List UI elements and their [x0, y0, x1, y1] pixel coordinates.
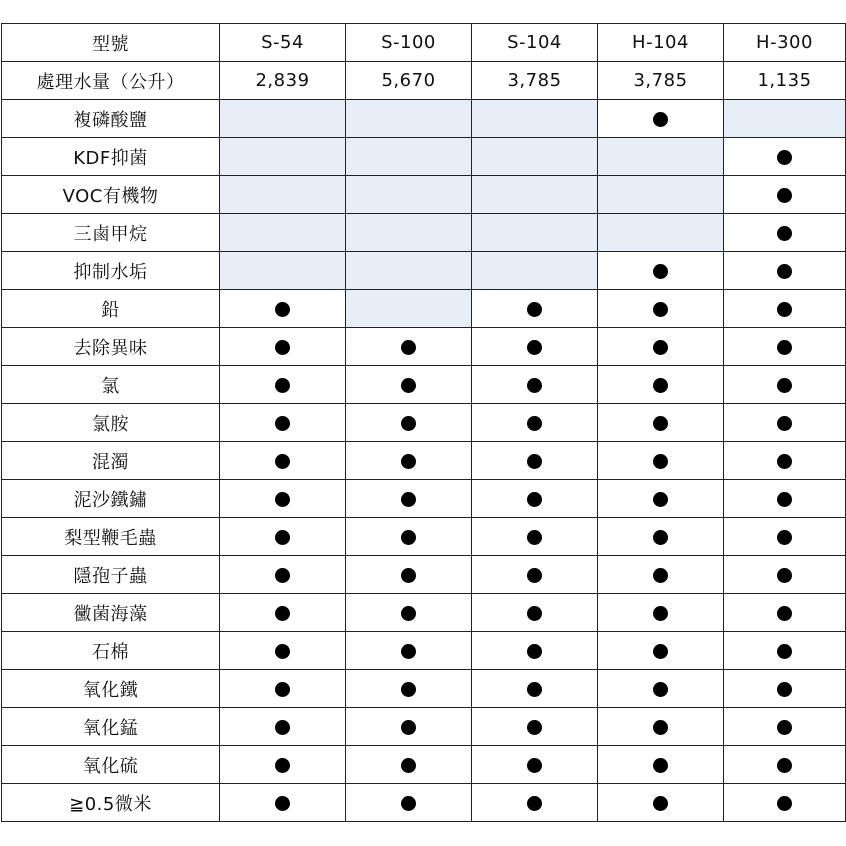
- supported-cell: [724, 480, 846, 518]
- filled-circle-icon: [653, 758, 668, 773]
- feature-label: ≧0.5微米: [2, 784, 220, 822]
- feature-row: [2, 138, 846, 176]
- filled-circle-icon: [527, 720, 542, 735]
- supported-cell: [598, 100, 724, 138]
- filled-circle-icon: [653, 416, 668, 431]
- feature-label: 鉛: [2, 290, 220, 328]
- filled-circle-icon: [527, 492, 542, 507]
- feature-row: [2, 784, 846, 822]
- filled-circle-icon: [777, 492, 792, 507]
- supported-cell: [472, 784, 598, 822]
- model-name-s104: S-104: [472, 24, 598, 62]
- filled-circle-icon: [527, 302, 542, 317]
- feature-label: 抑制水垢: [2, 252, 220, 290]
- filled-circle-icon: [653, 796, 668, 811]
- feature-label: 梨型鞭毛蟲: [2, 518, 220, 556]
- supported-cell: [472, 366, 598, 404]
- capacity-value: 3,785: [472, 62, 598, 100]
- unsupported-cell: [220, 176, 346, 214]
- supported-cell: [724, 708, 846, 746]
- filled-circle-icon: [275, 606, 290, 621]
- filled-circle-icon: [527, 378, 542, 393]
- filled-circle-icon: [275, 758, 290, 773]
- supported-cell: [724, 784, 846, 822]
- filled-circle-icon: [653, 682, 668, 697]
- filled-circle-icon: [275, 302, 290, 317]
- filled-circle-icon: [653, 378, 668, 393]
- supported-cell: [472, 746, 598, 784]
- filled-circle-icon: [653, 720, 668, 735]
- filled-circle-icon: [275, 530, 290, 545]
- supported-cell: [598, 480, 724, 518]
- filled-circle-icon: [777, 758, 792, 773]
- filled-circle-icon: [401, 340, 416, 355]
- filled-circle-icon: [653, 492, 668, 507]
- feature-label: 泥沙鐵鏽: [2, 480, 220, 518]
- filled-circle-icon: [401, 530, 416, 545]
- filled-circle-icon: [527, 758, 542, 773]
- filled-circle-icon: [777, 530, 792, 545]
- supported-cell: [598, 442, 724, 480]
- supported-cell: [346, 366, 472, 404]
- filled-circle-icon: [275, 682, 290, 697]
- supported-cell: [346, 480, 472, 518]
- supported-cell: [220, 442, 346, 480]
- filled-circle-icon: [653, 340, 668, 355]
- supported-cell: [724, 404, 846, 442]
- unsupported-cell: [346, 214, 472, 252]
- filled-circle-icon: [527, 796, 542, 811]
- feature-label: 隱孢子蟲: [2, 556, 220, 594]
- capacity-value: 3,785: [598, 62, 724, 100]
- filled-circle-icon: [275, 568, 290, 583]
- filled-circle-icon: [653, 302, 668, 317]
- supported-cell: [724, 366, 846, 404]
- supported-cell: [220, 746, 346, 784]
- feature-row: [2, 214, 846, 252]
- supported-cell: [724, 632, 846, 670]
- capacity-label: 處理水量（公升）: [2, 62, 220, 100]
- supported-cell: [598, 404, 724, 442]
- feature-row: [2, 518, 846, 556]
- supported-cell: [220, 670, 346, 708]
- supported-cell: [724, 252, 846, 290]
- supported-cell: [598, 252, 724, 290]
- filled-circle-icon: [777, 340, 792, 355]
- filled-circle-icon: [527, 530, 542, 545]
- supported-cell: [598, 518, 724, 556]
- unsupported-cell: [220, 214, 346, 252]
- supported-cell: [220, 708, 346, 746]
- filled-circle-icon: [401, 416, 416, 431]
- supported-cell: [220, 594, 346, 632]
- unsupported-cell: [346, 176, 472, 214]
- capacity-value: 5,670: [346, 62, 472, 100]
- header-row: [2, 24, 846, 62]
- filled-circle-icon: [527, 682, 542, 697]
- filled-circle-icon: [401, 682, 416, 697]
- feature-row: [2, 328, 846, 366]
- filled-circle-icon: [527, 416, 542, 431]
- filled-circle-icon: [401, 378, 416, 393]
- feature-row: [2, 366, 846, 404]
- feature-row: [2, 556, 846, 594]
- unsupported-cell: [724, 100, 846, 138]
- filled-circle-icon: [777, 188, 792, 203]
- filled-circle-icon: [527, 606, 542, 621]
- filled-circle-icon: [653, 264, 668, 279]
- supported-cell: [598, 328, 724, 366]
- unsupported-cell: [598, 176, 724, 214]
- supported-cell: [724, 746, 846, 784]
- feature-label: 石棉: [2, 632, 220, 670]
- filled-circle-icon: [777, 264, 792, 279]
- filled-circle-icon: [527, 568, 542, 583]
- unsupported-cell: [472, 100, 598, 138]
- supported-cell: [724, 138, 846, 176]
- supported-cell: [724, 328, 846, 366]
- supported-cell: [724, 670, 846, 708]
- supported-cell: [724, 594, 846, 632]
- supported-cell: [472, 480, 598, 518]
- model-name-s100: S-100: [346, 24, 472, 62]
- feature-label: 氯: [2, 366, 220, 404]
- feature-label: 氧化鐵: [2, 670, 220, 708]
- supported-cell: [472, 632, 598, 670]
- feature-label: 氧化硫: [2, 746, 220, 784]
- unsupported-cell: [220, 100, 346, 138]
- supported-cell: [220, 518, 346, 556]
- filled-circle-icon: [653, 606, 668, 621]
- filled-circle-icon: [527, 340, 542, 355]
- filled-circle-icon: [401, 492, 416, 507]
- filled-circle-icon: [401, 796, 416, 811]
- supported-cell: [598, 784, 724, 822]
- supported-cell: [220, 556, 346, 594]
- supported-cell: [472, 670, 598, 708]
- filled-circle-icon: [653, 112, 668, 127]
- supported-cell: [346, 632, 472, 670]
- supported-cell: [724, 214, 846, 252]
- supported-cell: [472, 290, 598, 328]
- model-header-label: 型號: [2, 24, 220, 62]
- unsupported-cell: [472, 138, 598, 176]
- filled-circle-icon: [777, 606, 792, 621]
- filled-circle-icon: [653, 530, 668, 545]
- supported-cell: [472, 328, 598, 366]
- supported-cell: [220, 290, 346, 328]
- feature-row: [2, 594, 846, 632]
- unsupported-cell: [220, 252, 346, 290]
- supported-cell: [346, 594, 472, 632]
- supported-cell: [598, 366, 724, 404]
- supported-cell: [472, 708, 598, 746]
- supported-cell: [346, 328, 472, 366]
- filled-circle-icon: [777, 568, 792, 583]
- feature-label: VOC有機物: [2, 176, 220, 214]
- supported-cell: [598, 670, 724, 708]
- filled-circle-icon: [275, 796, 290, 811]
- filled-circle-icon: [401, 568, 416, 583]
- feature-label: 黴菌海藻: [2, 594, 220, 632]
- filled-circle-icon: [777, 226, 792, 241]
- supported-cell: [220, 366, 346, 404]
- feature-row: [2, 252, 846, 290]
- capacity-value: 2,839: [220, 62, 346, 100]
- model-name-s54: S-54: [220, 24, 346, 62]
- supported-cell: [346, 670, 472, 708]
- supported-cell: [220, 632, 346, 670]
- feature-row: [2, 480, 846, 518]
- filled-circle-icon: [653, 644, 668, 659]
- supported-cell: [724, 442, 846, 480]
- filled-circle-icon: [777, 644, 792, 659]
- filled-circle-icon: [401, 720, 416, 735]
- filled-circle-icon: [653, 454, 668, 469]
- supported-cell: [220, 480, 346, 518]
- feature-label: 複磷酸鹽: [2, 100, 220, 138]
- unsupported-cell: [598, 138, 724, 176]
- comparison-table: [1, 23, 846, 822]
- supported-cell: [346, 556, 472, 594]
- filled-circle-icon: [275, 492, 290, 507]
- feature-row: [2, 670, 846, 708]
- supported-cell: [346, 404, 472, 442]
- feature-label: 去除異味: [2, 328, 220, 366]
- unsupported-cell: [346, 252, 472, 290]
- supported-cell: [346, 442, 472, 480]
- supported-cell: [220, 328, 346, 366]
- filled-circle-icon: [777, 796, 792, 811]
- supported-cell: [472, 518, 598, 556]
- unsupported-cell: [220, 138, 346, 176]
- supported-cell: [346, 518, 472, 556]
- filled-circle-icon: [777, 302, 792, 317]
- supported-cell: [346, 746, 472, 784]
- filled-circle-icon: [777, 454, 792, 469]
- supported-cell: [724, 290, 846, 328]
- filled-circle-icon: [275, 340, 290, 355]
- supported-cell: [472, 594, 598, 632]
- feature-row: [2, 632, 846, 670]
- filled-circle-icon: [777, 416, 792, 431]
- feature-row: [2, 290, 846, 328]
- filled-circle-icon: [777, 150, 792, 165]
- filled-circle-icon: [777, 682, 792, 697]
- feature-row: [2, 176, 846, 214]
- capacity-row: [2, 62, 846, 100]
- unsupported-cell: [598, 214, 724, 252]
- feature-row: [2, 442, 846, 480]
- supported-cell: [220, 784, 346, 822]
- filled-circle-icon: [275, 378, 290, 393]
- filled-circle-icon: [401, 606, 416, 621]
- feature-label: 三鹵甲烷: [2, 214, 220, 252]
- filled-circle-icon: [777, 378, 792, 393]
- filled-circle-icon: [275, 454, 290, 469]
- supported-cell: [472, 442, 598, 480]
- feature-label: 氯胺: [2, 404, 220, 442]
- filled-circle-icon: [275, 720, 290, 735]
- supported-cell: [724, 556, 846, 594]
- supported-cell: [346, 784, 472, 822]
- feature-row: [2, 746, 846, 784]
- supported-cell: [724, 176, 846, 214]
- supported-cell: [472, 556, 598, 594]
- feature-label: KDF抑菌: [2, 138, 220, 176]
- supported-cell: [724, 518, 846, 556]
- feature-row: [2, 708, 846, 746]
- supported-cell: [598, 556, 724, 594]
- filled-circle-icon: [401, 758, 416, 773]
- supported-cell: [598, 594, 724, 632]
- feature-row: [2, 100, 846, 138]
- filled-circle-icon: [527, 454, 542, 469]
- supported-cell: [598, 746, 724, 784]
- filled-circle-icon: [401, 454, 416, 469]
- supported-cell: [220, 404, 346, 442]
- model-name-h104: H-104: [598, 24, 724, 62]
- filled-circle-icon: [275, 644, 290, 659]
- model-name-h300: H-300: [724, 24, 846, 62]
- capacity-value: 1,135: [724, 62, 846, 100]
- feature-row: [2, 404, 846, 442]
- supported-cell: [346, 708, 472, 746]
- filled-circle-icon: [777, 720, 792, 735]
- feature-label: 氧化錳: [2, 708, 220, 746]
- unsupported-cell: [346, 100, 472, 138]
- filled-circle-icon: [527, 644, 542, 659]
- unsupported-cell: [472, 252, 598, 290]
- filled-circle-icon: [275, 416, 290, 431]
- unsupported-cell: [472, 176, 598, 214]
- feature-label: 混濁: [2, 442, 220, 480]
- unsupported-cell: [346, 290, 472, 328]
- supported-cell: [598, 290, 724, 328]
- unsupported-cell: [346, 138, 472, 176]
- supported-cell: [598, 708, 724, 746]
- unsupported-cell: [472, 214, 598, 252]
- supported-cell: [598, 632, 724, 670]
- filled-circle-icon: [401, 644, 416, 659]
- supported-cell: [472, 404, 598, 442]
- filled-circle-icon: [653, 568, 668, 583]
